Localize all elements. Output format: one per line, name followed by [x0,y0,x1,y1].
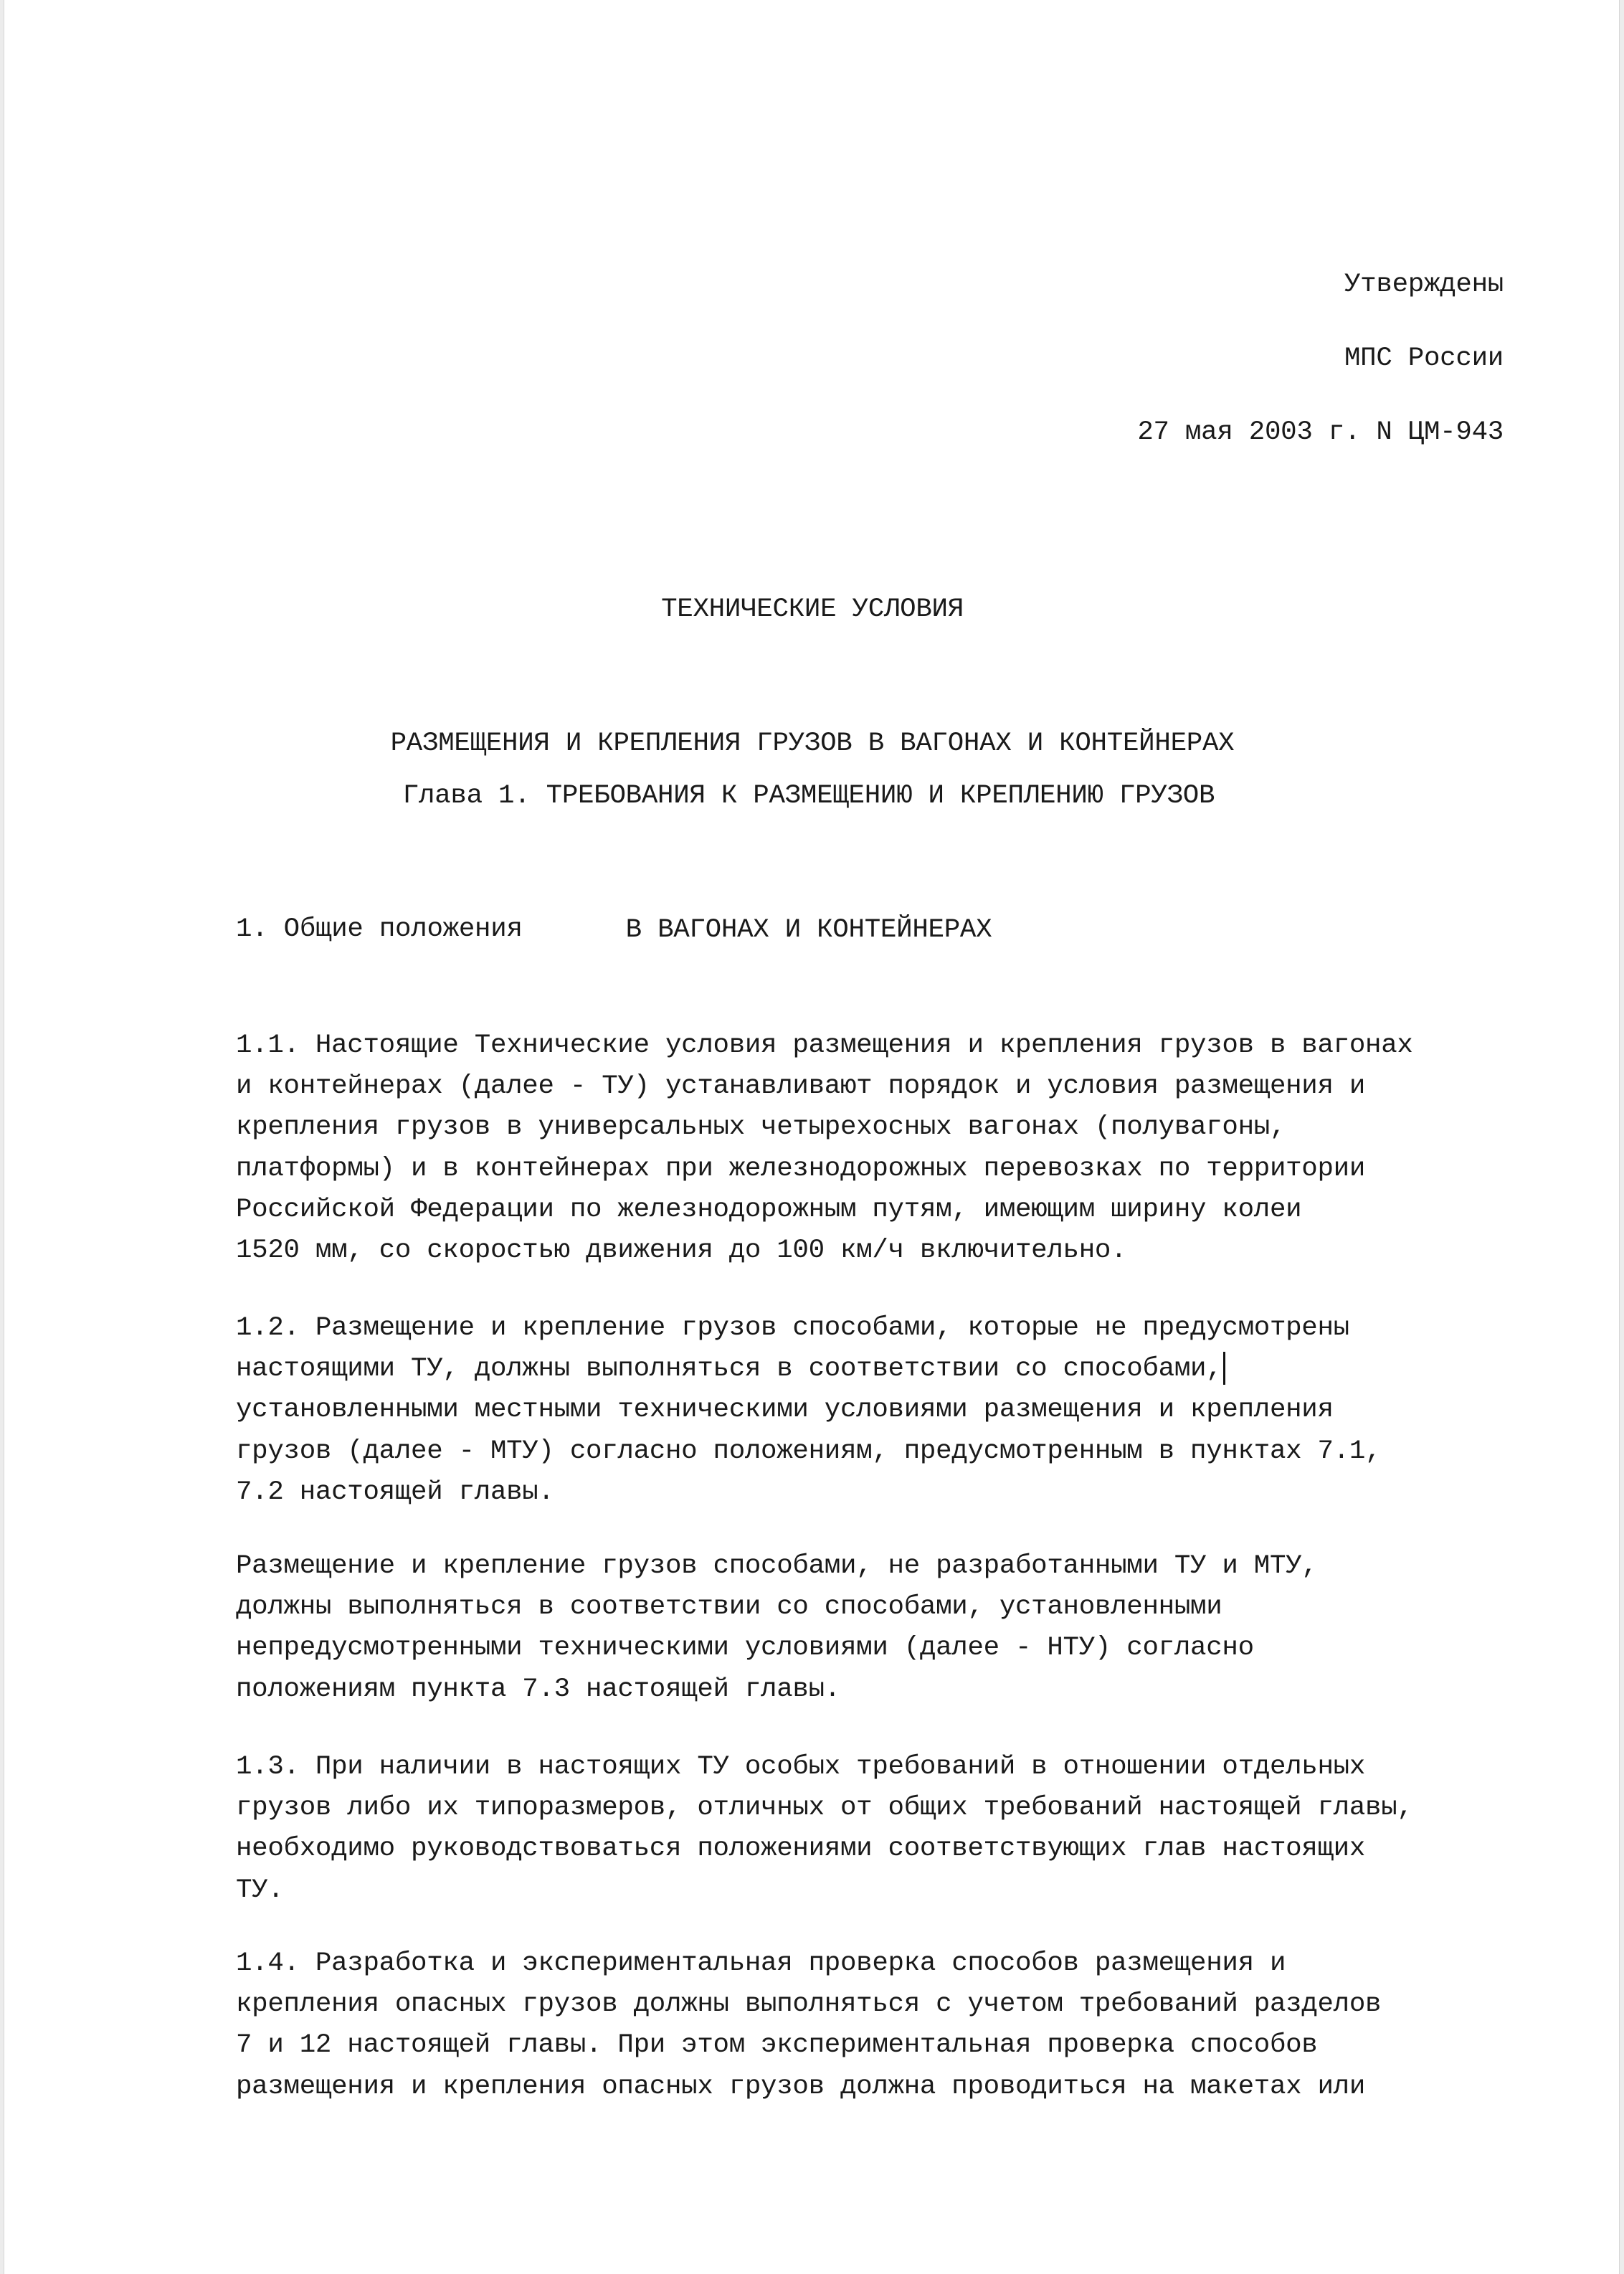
paragraph-line: положениям пункта 7.3 настоящей главы. [236,1674,840,1705]
paragraph[interactable] [236,1747,1512,1911]
paragraph-line: и контейнерах (далее - ТУ) устанавливают порядок и условия размещения и [236,1071,1366,1102]
paragraph-line: 1.2. Размещение и крепление грузов способами, которые не предусмотрены [236,1313,1349,1343]
paragraph-line: Размещение и крепление грузов способами, не разработанными ТУ и МТУ, [236,1551,1318,1581]
title-line: РАЗМЕЩЕНИЯ И КРЕПЛЕНИЯ ГРУЗОВ В ВАГОНАХ И КОНТЕЙНЕРАХ [390,729,1235,759]
paragraph-line: грузов (далее - МТУ) согласно положениям, предусмотренным в пунктах 7.1, [236,1436,1382,1467]
paragraph-line: 1520 мм, со скоростью движения до 100 км/ч включительно. [236,1235,1127,1266]
document-page [4,0,1620,2274]
paragraph-line: ТУ. [236,1875,284,1905]
chapter-line: Глава 1. ТРЕБОВАНИЯ К РАЗМЕЩЕНИЮ И КРЕПЛЕНИЮ ГРУЗОВ [402,781,1215,811]
paragraph-line: крепления грузов в универсальных четырехосных вагонах (полувагоны, [236,1112,1286,1143]
approval-line: Утверждены [1344,270,1504,300]
paragraph-line: грузов либо их типоразмеров, отличных от общих требований настоящей главы, [236,1793,1413,1824]
paragraph[interactable] [236,1308,1512,1513]
paragraph-line: крепления опасных грузов должны выполняться с учетом требований разделов [236,1989,1382,2020]
paragraph-line: размещения и крепления опасных грузов должна проводиться на макетах или [236,2071,1366,2102]
title-line: ТЕХНИЧЕСКИЕ УСЛОВИЯ [661,594,964,625]
paragraph-line: 7 и 12 настоящей главы. При этом экспериментальная проверка способов [236,2030,1318,2061]
paragraph-line-text: настоящими ТУ, должны выполняться в соответствии со способами, [236,1354,1222,1385]
paragraph-line: платформы) и в контейнерах при железнодорожных перевозках по территории [236,1153,1366,1184]
section-heading: 1. Общие положения [236,914,523,944]
paragraph-line: 1.1. Настоящие Технические условия размещения и крепления грузов в вагонах [236,1031,1413,1061]
text-cursor [1223,1352,1225,1385]
paragraph-line: непредусмотренными техническими условиями (далее - НТУ) согласно [236,1633,1254,1664]
paragraph-line: необходимо руководствоваться положениями соответствующих глав настоящих [236,1834,1366,1865]
paragraph[interactable] [236,1943,1512,2108]
paragraph[interactable] [236,1025,1512,1271]
paragraph[interactable] [236,1546,1512,1710]
paragraph-line: Российской Федерации по железнодорожным путям, имеющим ширину колеи [236,1194,1302,1225]
paragraph-line [236,1349,1512,1390]
chapter-heading [1,716,1617,1044]
paragraph-line: 7.2 настоящей главы. [236,1477,554,1507]
approval-line: 27 мая 2003 г. N ЦМ-943 [1137,417,1504,447]
paragraph-line: установленными местными техническими условиями размещения и крепления [236,1395,1334,1426]
chapter-line: В ВАГОНАХ И КОНТЕЙНЕРАХ [625,915,992,945]
approval-line: МПС России [1344,344,1504,374]
paragraph-line: должны выполняться в соответствии со способами, установленными [236,1592,1222,1623]
approval-stamp [1137,265,1504,486]
paragraph-line: 1.4. Разработка и экспериментальная проверка способов размещения и [236,1948,1286,1979]
paragraph-line: 1.3. При наличии в настоящих ТУ особых требований в отношении отдельных [236,1752,1366,1782]
